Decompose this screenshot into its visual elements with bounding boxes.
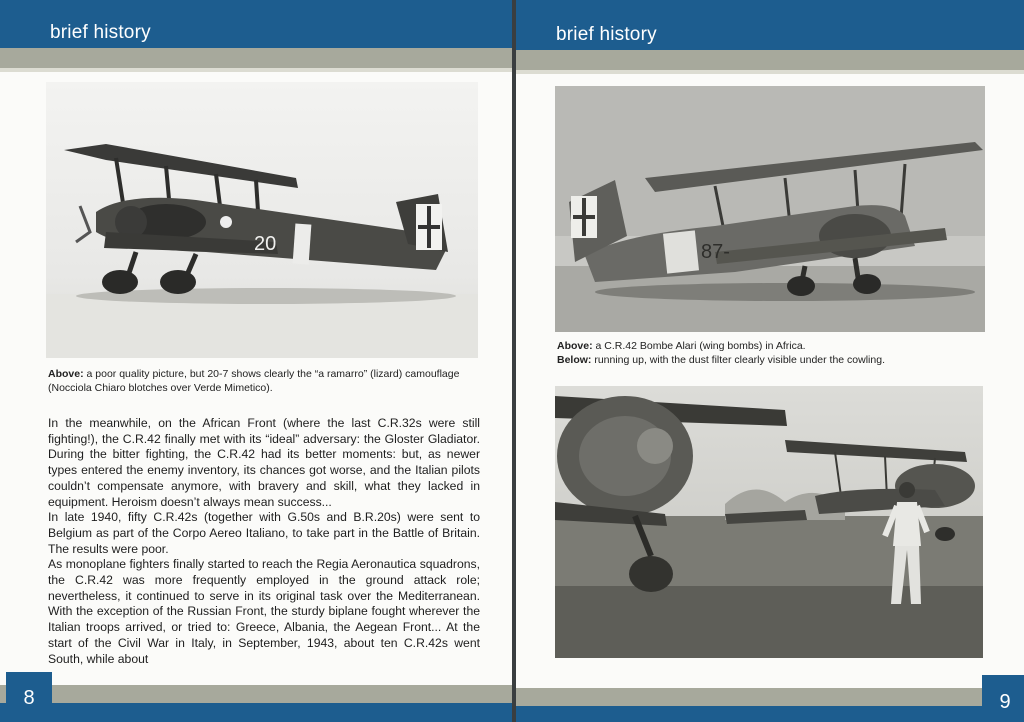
right-page (516, 0, 1024, 722)
paragraph: In late 1940, fifty C.R.42s (together with G.50s and B.R.20s) were sent to Belgium as part of the Corpo Aereo Italiano, to take part in the Battle of Britain. The results were poor. (48, 510, 480, 556)
footer-rule (516, 688, 1024, 706)
photo-illustration (555, 86, 985, 332)
photo-captions (557, 339, 997, 367)
paragraph: As monoplane fighters finally started to reach the Regia Aeronautica squadrons, the C.R.42 was more frequently employed in the ground attack role; nevertheless, it continued to serve in its original task over the Mediterranean. With the exception of the Russian Front, the sturdy biplane fought wherever the Italian troops arrived, or tried to: Greece, Albania, the Aegean Front... At the start of the Civil War in Italy, in September, 1943, about ten C.R.42s went South, while about (48, 557, 480, 666)
footer-rule (0, 685, 512, 703)
caption-lead: Below: (557, 354, 592, 366)
aircraft-marking: 87- (701, 241, 730, 263)
caption-lead: Above: (557, 340, 593, 352)
caption-text: a poor quality picture, but 20-7 shows clearly the “a ramarro” (lizard) camouflage (Nocciola Chiaro blotches over Verde Mimetico). (48, 368, 460, 394)
section-title: brief history (50, 22, 151, 43)
photo-biplane-camouflage (46, 82, 478, 358)
header-rule-light (0, 68, 512, 72)
aircraft-marking: 20 (254, 233, 277, 255)
footer-band (0, 703, 512, 722)
page-number: 8 (6, 672, 52, 722)
header-band (516, 0, 1024, 50)
header-rule (516, 50, 1024, 70)
photo-caption (48, 367, 480, 395)
header-band (0, 0, 512, 48)
page-number: 9 (982, 675, 1024, 722)
footer-band (516, 706, 1024, 722)
caption-text: a C.R.42 Bombe Alari (wing bombs) in Africa. (592, 340, 806, 352)
photo-bombe-alari (555, 86, 985, 332)
photo-illustration (46, 82, 478, 358)
caption-lead: Above: (48, 368, 84, 380)
body-text (48, 416, 480, 667)
photo-running-up (555, 386, 983, 658)
caption-above (557, 339, 997, 353)
header-rule (0, 48, 512, 68)
caption-text: running up, with the dust filter clearly visible under the cowling. (591, 354, 885, 366)
paragraph: In the meanwhile, on the African Front (where the last C.R.32s were still fighting!), the C.R.42 finally met with its “ideal” adversary: the Gloster Gladiator. During the bitter fighting, the C.R.42 had its better moments: but, as newer types entered the enemy inventory, its chances got worse, and the Italian pilots couldn’t compensate anymore, with bravery and skill, what they lacked in equipment. Heroism doesn’t always mean success... (48, 416, 480, 509)
header-rule-light (516, 70, 1024, 74)
section-title: brief history (556, 24, 657, 45)
caption-below (557, 353, 997, 367)
photo-illustration (555, 386, 983, 658)
